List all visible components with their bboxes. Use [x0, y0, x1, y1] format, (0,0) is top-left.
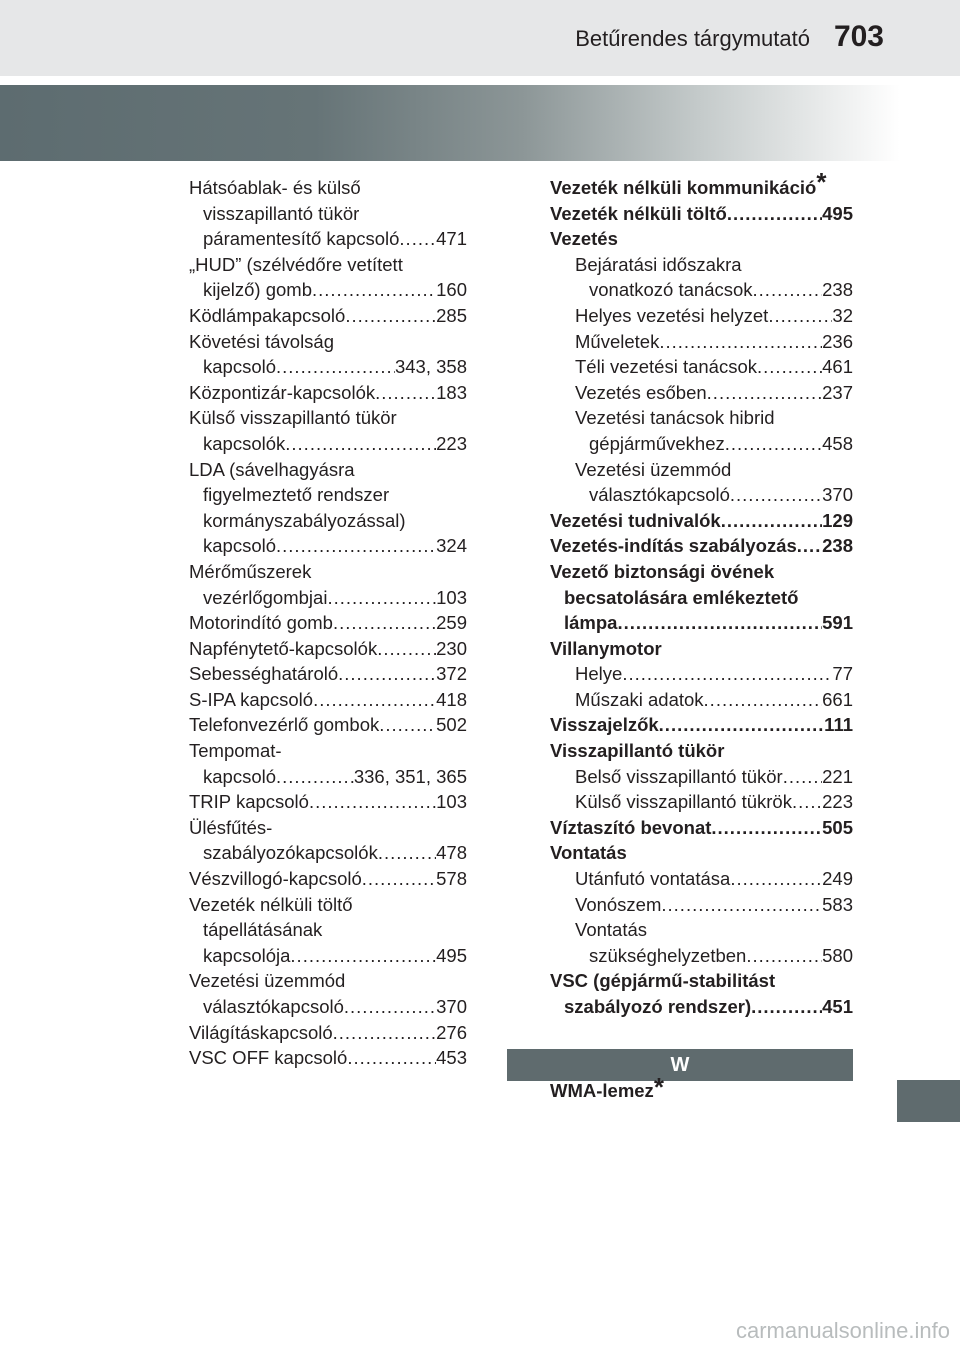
- entry-line: Vezetési üzemmód: [575, 458, 732, 480]
- entry-title: Külső visszapillantó tükrök: [575, 791, 792, 813]
- index-entry: [575, 380, 853, 406]
- entry-page: 129: [822, 509, 853, 531]
- index-entry: [575, 252, 853, 303]
- entry-title: vonatkozó tanácsok: [589, 279, 753, 301]
- entry-page: 230: [436, 637, 467, 659]
- entry-line: Bejáratási időszakra: [575, 253, 742, 275]
- entry-line: Vezetési tanácsok hibrid: [575, 407, 775, 429]
- entry-title: Vezetés: [550, 228, 618, 250]
- index-entry: [550, 840, 853, 866]
- entry-title: szükséghelyzetben: [589, 944, 747, 966]
- entry-line: Követési távolság: [189, 330, 335, 352]
- index-entry: [575, 329, 853, 355]
- index-column-right: [550, 167, 853, 1020]
- entry-page: 249: [822, 868, 853, 890]
- entry-page: 580: [822, 944, 853, 966]
- entry-title: szabályozókapcsolók: [203, 842, 378, 864]
- entry-line: Hátsóablak- és külső: [189, 177, 361, 198]
- index-entry: [189, 252, 467, 303]
- entry-title: Vonószem: [575, 893, 662, 915]
- entry-page: 453: [436, 1047, 467, 1069]
- index-entry: [575, 303, 853, 329]
- index-entry: [550, 508, 853, 534]
- sub-entries: [550, 252, 853, 508]
- entry-title: Helye: [575, 663, 623, 685]
- index-entry: [575, 354, 853, 380]
- index-entry: [575, 917, 853, 968]
- entry-title: gépjárművekhez: [589, 432, 725, 454]
- header-title: Betűrendes tárgymutató: [575, 26, 810, 51]
- entry-title: Központizár-kapcsolók: [189, 381, 376, 403]
- entry-page: 661: [822, 688, 853, 710]
- index-entry: [189, 968, 467, 1019]
- section-letter-bar: W: [507, 1049, 853, 1081]
- index-entry: [189, 712, 467, 738]
- index-entry: [575, 457, 853, 508]
- entry-page: 583: [822, 893, 853, 915]
- entry-page: 103: [436, 586, 467, 608]
- entry-title: Utánfutó vontatása: [575, 868, 731, 890]
- entry-page: 495: [822, 202, 853, 224]
- entry-title: Motorindító gomb: [189, 612, 333, 634]
- index-entry: [189, 457, 467, 559]
- index-entry: [189, 559, 467, 610]
- index-entry: [550, 636, 853, 662]
- entry-line: Mérőműszerek: [189, 560, 312, 582]
- entry-page: 502: [436, 714, 467, 736]
- entry-page: 591: [822, 612, 853, 634]
- entry-line: Ülésfűtés-: [189, 816, 273, 838]
- entry-title: Vezeték nélküli kommunikáció: [550, 177, 817, 198]
- entry-title: páramentesítő kapcsoló: [203, 228, 400, 250]
- decorative-banner: [0, 85, 900, 161]
- entry-title: vezérlőgombjai: [203, 586, 328, 608]
- index-entry: [189, 687, 467, 713]
- entry-line: visszapillantó tükör: [203, 202, 360, 224]
- entry-title: lámpa: [564, 612, 618, 634]
- entry-title: S-IPA kapcsoló: [189, 688, 314, 710]
- entry-title: TRIP kapcsoló: [189, 791, 309, 813]
- entry-line: Vontatás: [575, 919, 648, 941]
- entry-line: LDA (sávelhagyásra: [189, 458, 355, 480]
- asterisk-mark: *: [653, 1072, 664, 1102]
- entry-page: 259: [436, 612, 467, 634]
- entry-page: 285: [436, 304, 467, 326]
- sub-entries: [550, 661, 853, 712]
- entry-line: tápellátásának: [203, 919, 323, 941]
- index-entry: [189, 636, 467, 662]
- entry-line: kormányszabályozással): [203, 509, 406, 531]
- entry-page: 578: [436, 868, 467, 890]
- page-number: 703: [833, 20, 884, 53]
- entry-title: választókapcsoló: [589, 484, 730, 506]
- entry-page: 370: [436, 996, 467, 1017]
- entry-title: Helyes vezetési helyzet: [575, 304, 769, 326]
- index-entry: [550, 226, 853, 252]
- index-entry: [189, 789, 467, 815]
- entry-title: Telefonvezérlő gombok: [189, 714, 380, 736]
- entry-title: Világításkapcsoló: [189, 1021, 333, 1043]
- entry-page: 160: [436, 279, 467, 301]
- index-column-left: [189, 175, 467, 1071]
- entry-title: Vezeték nélküli töltő: [550, 202, 727, 224]
- entry-line: becsatolására emlékeztető: [564, 586, 799, 608]
- entry-page: 221: [822, 765, 853, 787]
- entry-title: Visszajelzők: [550, 714, 659, 736]
- entry-title: Műveletek: [575, 330, 660, 352]
- index-entry: [575, 405, 853, 456]
- entry-page: 495: [436, 944, 467, 966]
- entry-page: 370: [822, 484, 853, 506]
- entry-page: 478: [436, 842, 467, 864]
- entry-title: Sebességhatároló: [189, 663, 339, 685]
- entry-title: VSC OFF kapcsoló: [189, 1047, 348, 1069]
- entry-page: 111: [824, 714, 853, 736]
- asterisk-mark: *: [816, 167, 827, 197]
- entry-line: Vezető biztonsági övének: [550, 560, 775, 582]
- entry-title: választókapcsoló: [203, 996, 344, 1017]
- entry-title: Napfénytető-kapcsolók: [189, 637, 378, 659]
- sub-entries: [550, 764, 853, 815]
- entry-page: 418: [436, 688, 467, 710]
- entry-page: 237: [822, 381, 853, 403]
- index-entry: [575, 892, 853, 918]
- entry-title: kapcsolók: [203, 432, 286, 454]
- entry-page: 336, 351, 365: [353, 765, 467, 787]
- index-entry: [189, 661, 467, 687]
- index-entry: [189, 329, 467, 380]
- entry-line: VSC (gépjármű-stabilitást: [550, 970, 776, 992]
- index-entry: [189, 1020, 467, 1046]
- entry-title: Villanymotor: [550, 637, 662, 659]
- entry-title: Vészvillogó-kapcsoló: [189, 868, 362, 890]
- index-entry: [550, 1072, 664, 1102]
- sub-entries: [550, 866, 853, 968]
- entry-line: „HUD” (szélvédőre vetített: [189, 253, 403, 275]
- entry-page: 238: [822, 535, 853, 557]
- entry-page: 461: [822, 356, 853, 378]
- entry-title: Ködlámpakapcsoló: [189, 304, 346, 326]
- entry-page: 505: [822, 816, 853, 838]
- entry-title: kapcsoló: [203, 535, 277, 557]
- entry-line: figyelmeztető rendszer: [203, 484, 390, 506]
- index-entry: [189, 405, 467, 456]
- index-entry: [189, 815, 467, 866]
- entry-page: 223: [436, 432, 467, 454]
- index-entry: [550, 167, 853, 201]
- index-entry: [575, 661, 853, 687]
- entry-title: szabályozó rendszer): [564, 996, 752, 1017]
- entry-page: 183: [436, 381, 467, 403]
- entry-title: Vezetés-indítás szabályozás: [550, 535, 797, 557]
- entry-page: 451: [822, 996, 853, 1017]
- index-entry: [575, 764, 853, 790]
- entry-page: 238: [822, 279, 853, 301]
- entry-page: 471: [436, 228, 467, 250]
- entry-page: 236: [822, 330, 853, 352]
- entry-page: 223: [822, 791, 853, 813]
- entry-title: Vontatás: [550, 842, 627, 864]
- entry-title: kapcsoló: [203, 765, 277, 787]
- entry-page: 372: [436, 663, 467, 685]
- header-bar: [0, 0, 960, 76]
- watermark-text: carmanualsonline.info: [735, 1318, 950, 1343]
- entry-page: 32: [832, 304, 853, 326]
- entry-page: 458: [822, 432, 853, 454]
- index-entry: [189, 892, 467, 969]
- index-entry: [189, 303, 467, 329]
- index-entry: [550, 712, 853, 738]
- index-entry: [189, 380, 467, 406]
- entry-title: kapcsoló: [203, 356, 277, 378]
- index-entry: [189, 175, 467, 252]
- entry-line: Külső visszapillantó tükör: [189, 407, 397, 429]
- entry-page: 324: [436, 535, 467, 557]
- index-entry: [550, 738, 853, 764]
- index-entry: [189, 866, 467, 892]
- index-entry: [575, 687, 853, 713]
- index-entry: [575, 789, 853, 815]
- index-entry: [550, 201, 853, 227]
- entry-title: kijelző) gomb: [203, 279, 312, 301]
- entry-title: kapcsolója: [203, 944, 291, 966]
- entry-line: Vezetési üzemmód: [189, 970, 346, 992]
- index-entry: [189, 738, 467, 789]
- entry-title: Visszapillantó tükör: [550, 740, 725, 762]
- entry-title: Víztaszító bevonat: [550, 816, 712, 838]
- index-entry: [550, 559, 853, 636]
- entry-line: Vezeték nélküli töltő: [189, 893, 353, 915]
- entry-title: Vezetés esőben: [575, 381, 707, 403]
- entry-page: 343, 358: [394, 356, 467, 378]
- index-entry: [550, 533, 853, 559]
- index-entry: [550, 968, 853, 1019]
- entry-title: Belső visszapillantó tükör: [575, 765, 783, 787]
- entry-line: Tempomat-: [189, 740, 282, 762]
- index-entry: [189, 610, 467, 636]
- index-entry: [575, 866, 853, 892]
- entry-title: Vezetési tudnivalók: [550, 509, 721, 531]
- entry-title: Téli vezetési tanácsok: [575, 356, 758, 378]
- entry-title: Műszaki adatok: [575, 688, 704, 710]
- index-entry: [550, 815, 853, 841]
- entry-page: 103: [436, 791, 467, 813]
- entry-page: 276: [436, 1021, 467, 1043]
- entry-page: 77: [832, 663, 853, 685]
- index-entry: [189, 1045, 467, 1071]
- entry-title: WMA-lemez: [550, 1080, 654, 1101]
- chapter-tab: [897, 1080, 960, 1122]
